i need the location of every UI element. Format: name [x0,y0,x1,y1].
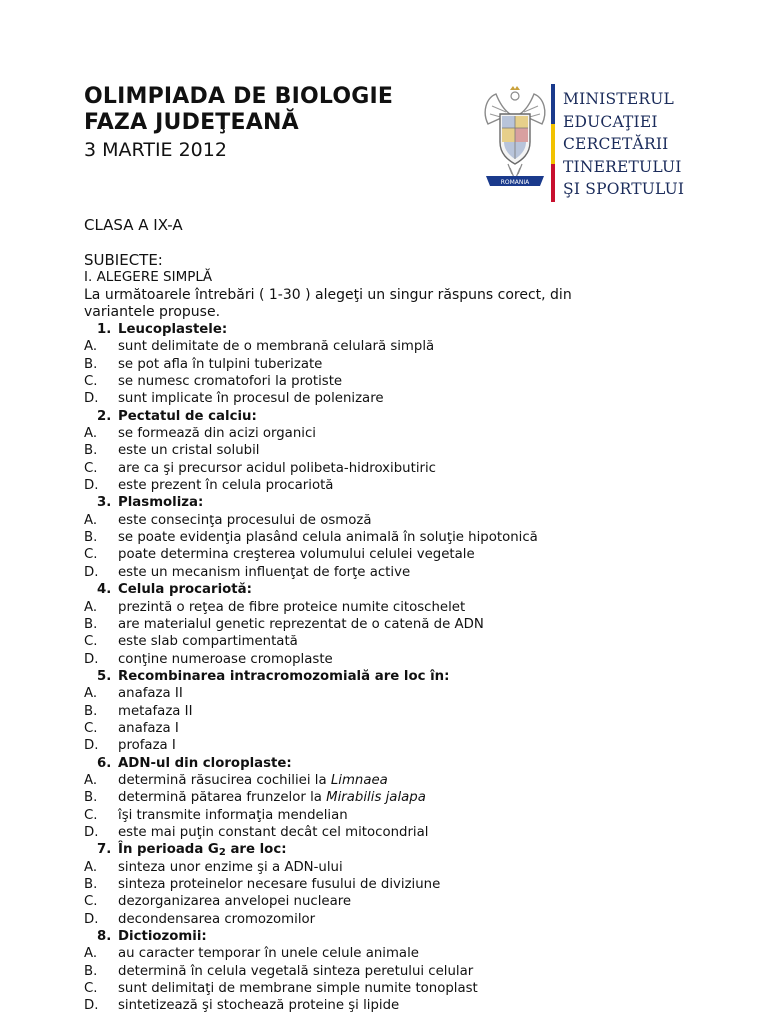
option-text-main: este slab compartimentată [118,634,298,650]
option-text [118,356,322,373]
question-number: 4. [97,582,112,598]
answer-option [84,824,724,841]
option-text [118,911,315,928]
option-text [118,963,473,980]
option-text-main: determină în celula vegetală sinteza peretului celular [118,963,474,979]
question-text [118,321,227,338]
option-text-main: sinteza proteinelor necesare fusului de diviziune [118,877,441,892]
question-text-main: Recombinarea intracromozomială are loc în: [118,668,450,684]
answer-option [84,997,724,1014]
answer-option [84,963,724,980]
option-letter: C. [84,460,98,476]
answer-option [84,564,724,581]
option-text-italic: Mirabilis jalapa [326,790,426,806]
option-letter: C. [84,634,98,650]
option-letter: B. [84,963,98,979]
option-text-main: determină pătarea frunzelor la [118,790,327,806]
option-letter: D. [84,998,99,1014]
answer-option [84,460,724,477]
option-text [118,546,475,563]
question-heading [84,494,724,511]
question-text [118,668,449,685]
question-text [118,408,257,425]
question-text-main: Leucoplastele: [118,322,228,337]
answer-option [84,807,724,824]
question-heading [84,841,724,858]
question-text-main: Plasmoliza: [118,495,204,511]
option-text [118,893,351,910]
question-number: 3. [97,495,112,511]
option-text [118,789,426,806]
option-letter: D. [84,478,99,494]
question-heading [84,581,724,598]
option-letter: B. [84,703,98,719]
answer-option [84,685,724,702]
instructions-line-1: La următoarele întrebări ( 1-30 ) alegeţi un singur răspuns corect, din [84,287,572,303]
answer-option [84,789,724,806]
answer-option [84,338,724,355]
option-letter: B. [84,530,98,546]
answer-option [84,356,724,373]
ministry-name [563,88,684,201]
question-number: 6. [97,755,112,771]
option-text-main: dezorganizarea anvelopei nucleare [118,894,352,910]
option-text [118,772,388,789]
option-letter: A. [84,946,98,962]
option-text [118,564,410,581]
option-text-main: este mai puţin constant decât cel mitocondrial [118,824,429,840]
question-text [118,581,252,598]
answer-option [84,720,724,737]
ministry-line: MINISTERUL [563,90,674,108]
question-text-main: Dictiozomii: [118,929,207,945]
option-text [118,945,419,962]
instructions-line-2: variantele propuse. [84,303,221,320]
question-text-main: Pectatul de calciu: [118,408,257,424]
question-number: 2. [97,408,112,424]
title-line-2: FAZA JUDEŢEANĂ [84,110,299,135]
option-letter: C. [84,374,98,390]
question-text-main: Celula procariotă: [118,582,252,598]
option-text-main: se numesc cromatofori la protiste [118,374,343,390]
answer-option [84,442,724,459]
question-number: 5. [97,668,112,684]
option-letter: D. [84,824,99,840]
coat-of-arms-icon [485,86,545,186]
question-list [84,321,724,1015]
answer-option [84,859,724,876]
answer-option [84,945,724,962]
option-text [118,599,465,616]
option-text [118,425,316,442]
answer-option [84,546,724,563]
question-text [118,928,207,945]
answer-option [84,772,724,789]
option-text [118,529,538,546]
question-heading [84,408,724,425]
ribbon-text: ROMANIA [500,179,530,186]
option-text-main: profaza I [118,738,176,754]
flag-blue-segment [551,84,555,124]
option-text-main: au caracter temporar în unele celule animale [118,946,419,962]
option-text [118,633,298,650]
option-letter: A. [84,772,98,788]
answer-option [84,373,724,390]
question-number: 1. [97,322,112,337]
option-text-main: prezintă o reţea de fibre proteice numite citoschelet [118,599,466,615]
option-text [118,651,333,668]
option-letter: B. [84,790,98,806]
option-text-main: poate determina creşterea volumului celulei vegetale [118,547,475,563]
option-letter: D. [84,391,99,407]
option-text [118,477,333,494]
option-letter: D. [84,651,99,667]
option-text-main: se formează din acizi organici [118,426,316,442]
option-letter: C. [84,807,98,823]
option-text [118,338,434,355]
answer-option [84,529,724,546]
ministry-line: CERCETĂRII [563,135,669,153]
option-letter: A. [84,859,98,875]
option-text-main: îşi transmite informaţia mendelian [118,807,348,823]
option-text-main: anafaza II [118,686,183,702]
question-heading [84,668,724,685]
option-letter: A. [84,686,98,702]
subjects-heading: SUBIECTE: [84,251,163,269]
answer-option [84,911,724,928]
option-text-main: are ca şi precursor acidul polibeta-hidroxibutiric [118,460,436,476]
question-heading [84,321,724,338]
option-text [118,373,342,390]
option-text [118,442,260,459]
option-text-main: este un cristal solubil [118,443,260,459]
ministry-line: ŞI SPORTULUI [563,180,685,198]
answer-option [84,980,724,997]
flag-yellow-segment [551,124,555,164]
option-text-main: se pot afla în tulpini tuberizate [118,356,323,372]
option-text [118,859,343,876]
flag-red-segment [551,164,555,202]
answer-option [84,703,724,720]
answer-option [84,651,724,668]
answer-option [84,477,724,494]
option-text [118,720,179,737]
option-text [118,980,478,997]
question-number: 7. [97,842,112,858]
option-letter: B. [84,616,98,632]
option-letter: D. [84,564,99,580]
instructions [84,287,644,320]
option-text [118,876,440,893]
option-text-main: are materialul genetic reprezentat de o catenă de ADN [118,616,484,632]
question-text-main: În perioada G [118,842,219,858]
option-text-main: sintetizează şi stochează proteine şi lipide [118,998,400,1014]
option-letter: C. [84,981,98,997]
option-text-italic: Limnaea [330,772,388,788]
option-text [118,703,193,720]
answer-option [84,893,724,910]
option-text [118,390,384,407]
option-text-main: sunt implicate în procesul de polenizare [118,391,384,407]
exam-date: 3 MARTIE 2012 [84,139,227,161]
option-text [118,460,436,477]
question-heading [84,755,724,772]
option-letter: A. [84,339,98,355]
option-text [118,807,348,824]
option-letter: A. [84,512,98,528]
answer-option [84,512,724,529]
option-letter: C. [84,720,98,736]
question-text [118,755,292,772]
option-text-main: este consecinţa procesului de osmoză [118,512,372,528]
answer-option [84,425,724,442]
option-text-main: sinteza unor enzime şi a ADN-ului [118,859,343,875]
question-text [118,494,203,511]
question-text-main: ADN-ul din cloroplaste: [118,755,292,771]
option-text-main: determină răsucirea cochiliei la [118,772,331,788]
ministry-line: EDUCAŢIEI [563,112,658,131]
option-text [118,997,399,1014]
option-text [118,512,372,529]
option-text-main: metafaza II [118,703,193,719]
question-number: 8. [97,929,112,945]
title-line-1: OLIMPIADA DE BIOLOGIE [84,84,394,109]
answer-option [84,390,724,407]
option-text-main: este prezent în celula procariotă [118,478,334,494]
option-text [118,616,484,633]
option-text-main: sunt delimitaţi de membrane simple numite tonoplast [118,981,478,997]
option-text-main: conţine numeroase cromoplaste [118,651,333,667]
section-title: I. ALEGERE SIMPLĂ [84,269,213,285]
option-letter: A. [84,599,98,615]
answer-option [84,633,724,650]
answer-option [84,599,724,616]
answer-option [84,616,724,633]
option-text-main: se poate evidenţia plasând celula animală în soluţie hipotonică [118,530,538,546]
option-text [118,737,176,754]
option-letter: D. [84,911,99,927]
option-text-main: sunt delimitate de o membrană celulară simplă [118,339,435,355]
option-text-main: este un mecanism influenţat de forţe active [118,564,411,580]
ministry-line: TINERETULUI [563,157,682,176]
question-text-after: are loc: [225,842,287,858]
option-letter: B. [84,443,98,459]
document-title [84,84,393,136]
option-text [118,685,183,702]
question-heading [84,928,724,945]
option-letter: B. [84,356,98,372]
answer-option [84,876,724,893]
option-text [118,824,428,841]
option-letter: A. [84,426,98,442]
question-subscript: 2 [218,847,226,859]
option-letter: C. [84,547,98,563]
class-label: CLASA A IX-A [84,216,183,234]
option-text-main: decondensarea cromozomilor [118,911,316,927]
option-letter: C. [84,894,98,910]
option-letter: D. [84,738,99,754]
option-letter: B. [84,877,98,892]
option-text-main: anafaza I [118,720,179,736]
answer-option [84,737,724,754]
